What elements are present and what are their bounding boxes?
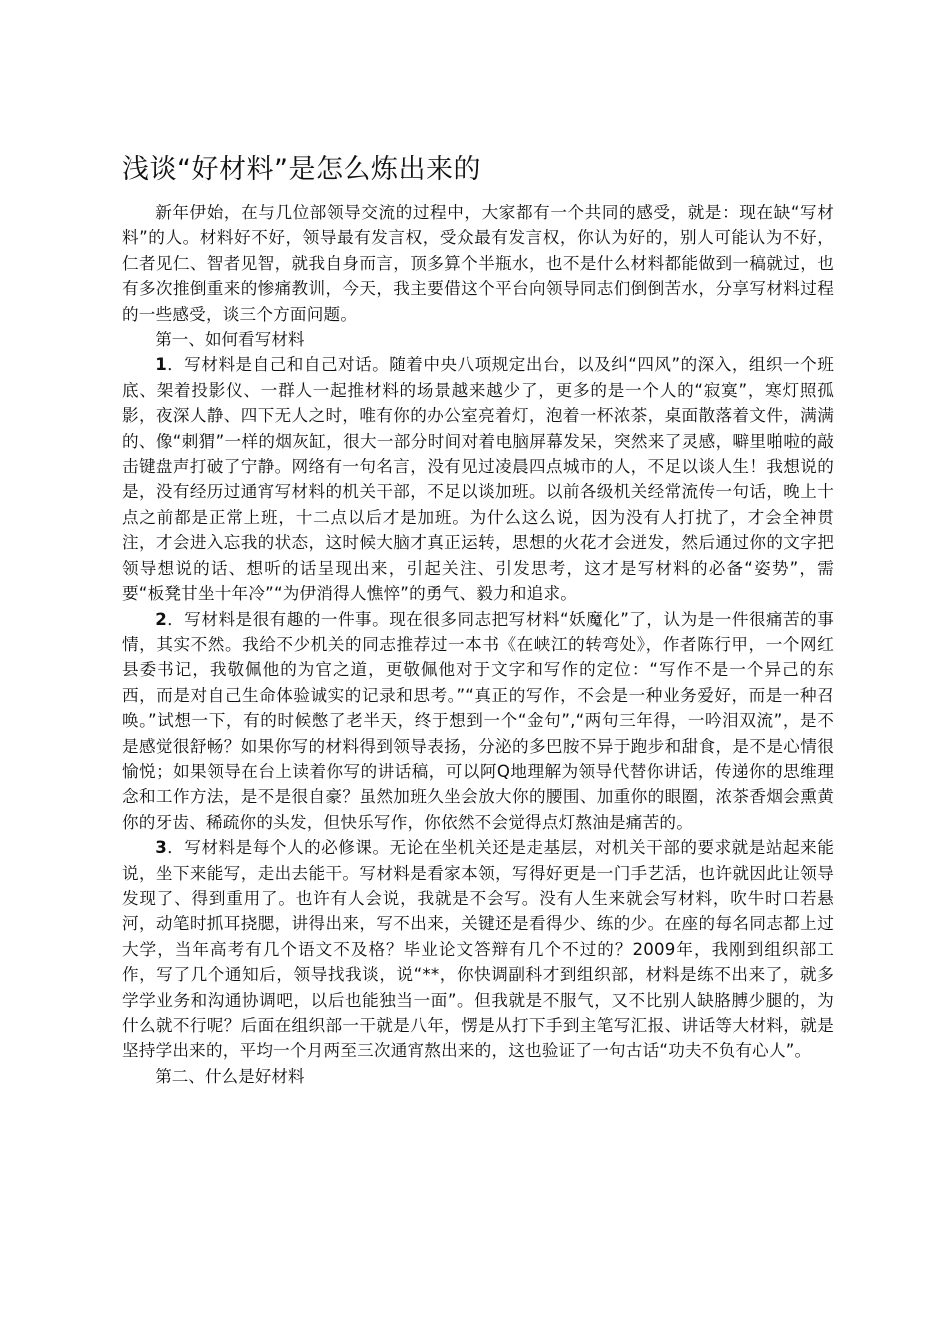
intro-paragraph: 新年伊始，在与几位部领导交流的过程中，大家都有一个共同的感受，就是：现在缺“写材料”的人。材料好不好，领导最有发言权，受众最有发言权，你认为好的，别人可能认为不好，仁者见仁、智者见智，就我自身而言，顶多算个半瓶水，也不是什么材料都能做到一稿就过，也有多次推倒重来的惨痛教训，今天，我主要借这个平台向领导同志们倒倒苦水，分享写材料过程的一些感受，谈三个方面问题。: [122, 203, 834, 324]
point-paragraph-2: [122, 607, 834, 836]
point-paragraph-1: [122, 352, 834, 606]
point-paragraph-3: [122, 835, 834, 1064]
section-heading-1: 第一、如何看写材料: [155, 330, 305, 350]
point-number-1: 1: [155, 355, 167, 375]
point-number-3: 3: [155, 838, 167, 858]
point-text-3: ．写材料是每个人的必修课。无论在坐机关还是走基层，对机关干部的要求就是站起来能说，坐下来能写，走出去能干。写材料是看家本领，写得好更是一门手艺活，也许就因此让领导发现了、得到重用了。也许有人会说，我就是不会写。没有人生来就会写材料，吹牛时口若悬河，动笔时抓耳挠腮，讲得出来，写不出来，关键还是看得少、练的少。在座的每名同志都上过大学，当年高考有几个语文不及格？毕业论文答辩有几个不过的？2009年，我刚到组织部工作，写了几个通知后，领导找我谈，说“**，你快调副科才到组织部，材料是练不出来了，就多学学业务和沟通协调吧，以后也能独当一面”。但我就是不服气，又不比别人缺胳膊少腿的，为什么就不行呢？后面在组织部一干就是八年，愣是从打下手到主笔写汇报、讲话等大材料，就是坚持学出来的，平均一个月两至三次通宵熬出来的，这也验证了一句古话“功夫不负有心人”。: [122, 838, 834, 1061]
section-heading-2: 第二、什么是好材料: [155, 1066, 305, 1086]
document-page: [122, 150, 834, 1089]
document-title: 浅谈“好材料”是怎么炼出来的: [122, 154, 481, 185]
point-text-1: ．写材料是自己和自己对话。随着中央八项规定出台，以及纠“四风”的深入，组织一个班底、架着投影仪、一群人一起推材料的场景越来越少了，更多的是一个人的“寂寞”，寒灯照孤影，夜深人静、四下无人之时，唯有你的办公室亮着灯，泡着一杯浓茶，桌面散落着文件，满满的、像“刺猬”一样的烟灰缸，很大一部分时间对着电脑屏幕发呆，突然来了灵感，噼里啪啦的敲击键盘声打破了宁静。网络有一句名言，没有见过凌晨四点城市的人，不足以谈人生！我想说的是，没有经历过通宵写材料的机关干部，不足以谈加班。以前各级机关经常流传一句话，晚上十点之前都是正常上班，十二点以后才是加班。为什么这么说，因为没有人打扰了，才会全神贯注，才会进入忘我的状态，这时候大脑才真正运转，思想的火花才会迸发，然后通过你的文字把领导想说的话、想听的话呈现出来，引起关注、引发思考，这才是写材料的必备“姿势”，需要“板凳甘坐十年冷”“为伊消得人憔悴”的勇气、毅力和追求。: [122, 355, 834, 604]
point-text-2: ．写材料是很有趣的一件事。现在很多同志把写材料“妖魔化”了，认为是一件很痛苦的事情，其实不然。我给不少机关的同志推荐过一本书《在峡江的转弯处》，作者陈行甲，一个网红县委书记，我敬佩他的为官之道，更敬佩他对于文字和写作的定位：“写作不是一个异己的东西，而是对自己生命体验诚实的记录和思考。”“真正的写作，不会是一种业务爱好，而是一种召唤。”试想一下，有的时候憋了老半天，终于想到一个“金句”,“两句三年得，一吟泪双流”，是不是感觉很舒畅？如果你写的材料得到领导表扬，分泌的多巴胺不异于跑步和甜食，是不是心情很愉悦；如果领导在台上读着你写的讲话稿，可以阿Q地理解为领导代替你讲话，传递你的思维理念和工作方法，是不是很自豪？虽然加班久坐会放大你的腰围、加重你的眼圈，浓茶香烟会熏黄你的牙齿、稀疏你的头发，但快乐写作，你依然不会觉得点灯熬油是痛苦的。: [122, 609, 834, 832]
point-number-2: 2: [155, 609, 167, 629]
